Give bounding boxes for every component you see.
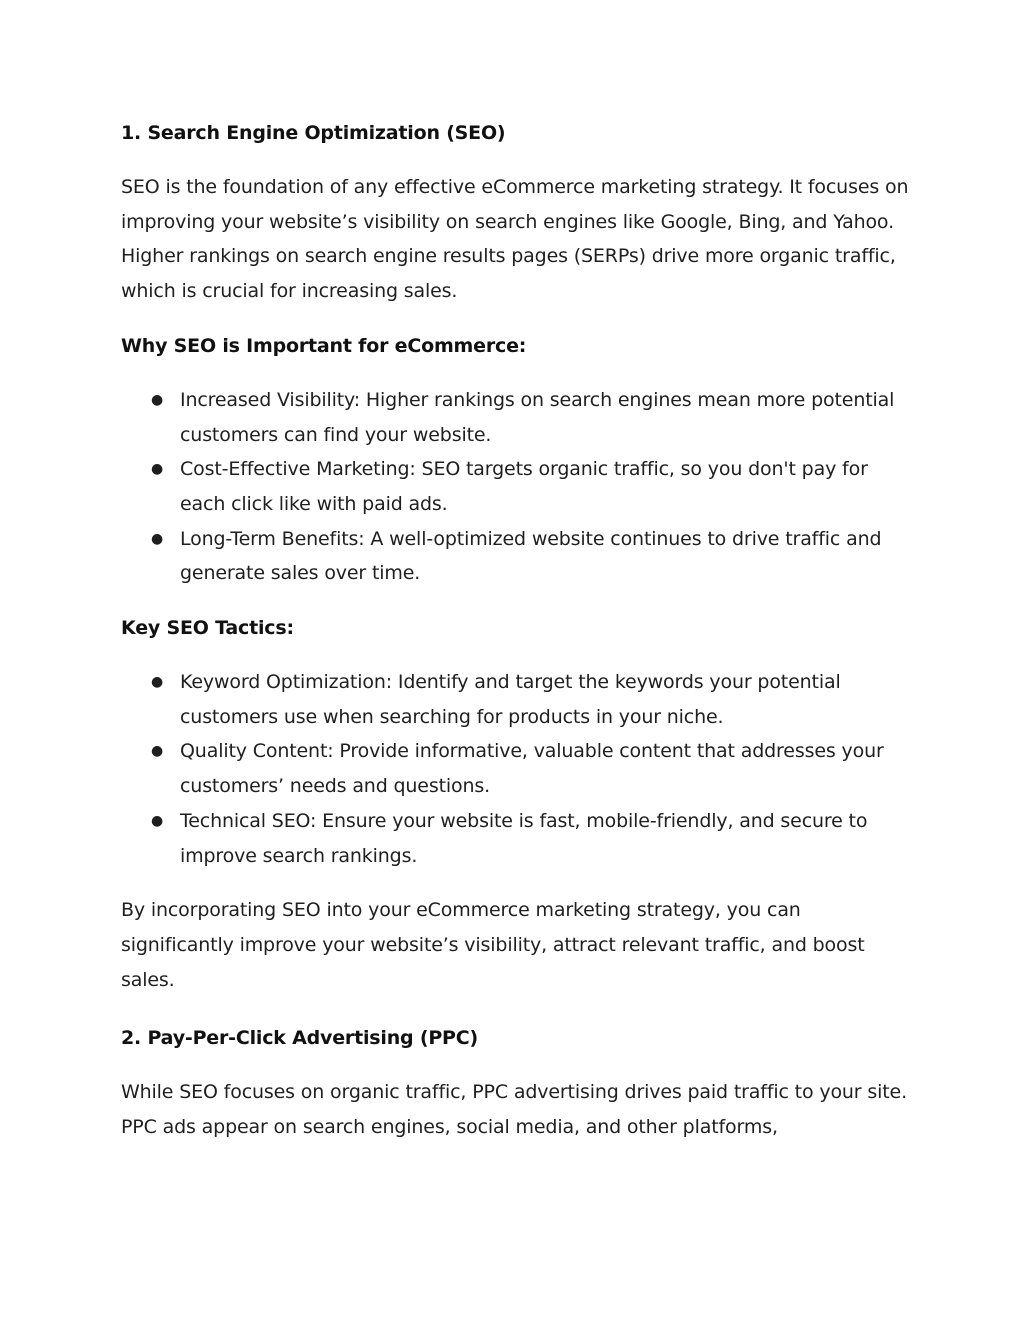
section-heading-seo: 1. Search Engine Optimization (SEO) (121, 122, 506, 144)
document-page (121, 116, 911, 1145)
list-item-text: Long-Term Benefits: A well-optimized website continues to drive traffic and generate sales over time. (180, 527, 882, 585)
list-item-text: Technical SEO: Ensure your website is fast, mobile-friendly, and secure to improve search rankings. (180, 809, 868, 867)
bullet-icon: ● (151, 812, 164, 829)
why-seo-subheading: Why SEO is Important for eCommerce: (121, 334, 527, 357)
list-item-text: Quality Content: Provide informative, valuable content that addresses your customers’ needs and questions. (180, 740, 884, 798)
list-item (121, 522, 911, 591)
bullet-icon: ● (151, 674, 164, 691)
bullet-icon: ● (151, 461, 164, 478)
list-item (121, 734, 911, 803)
list-item-text: Increased Visibility: Higher rankings on search engines mean more potential customers can find your website. (180, 388, 895, 446)
why-seo-list (121, 383, 911, 591)
key-tactics-subheading: Key SEO Tactics: (121, 617, 294, 640)
seo-conclusion-paragraph: By incorporating SEO into your eCommerce marketing strategy, you can significantly improve your website’s visibility, attract relevant traffic, and boost sales. (121, 899, 865, 991)
key-tactics-list (121, 665, 911, 873)
list-item-text: Cost-Effective Marketing: SEO targets organic traffic, so you don't pay for each click like with paid ads. (180, 458, 868, 515)
bullet-icon: ● (151, 391, 164, 408)
section-heading-ppc: 2. Pay-Per-Click Advertising (PPC) (121, 1027, 478, 1050)
ppc-intro-paragraph: While SEO focuses on organic traffic, PPC advertising drives paid traffic to your site. PPC ads appear on search engines, social media, and other platforms, (121, 1081, 907, 1139)
seo-intro-paragraph: SEO is the foundation of any effective eCommerce marketing strategy. It focuses on improving your website’s visibility on search engines like Google, Bing, and Yahoo. Higher rankings on search engine results pages (SERPs) drive more organic traffic, which is crucial for increasing sales. (121, 176, 909, 303)
list-item (121, 665, 911, 734)
list-item (121, 452, 911, 521)
bullet-icon: ● (151, 743, 164, 760)
bullet-icon: ● (151, 530, 164, 547)
list-item-text: Keyword Optimization: Identify and target the keywords your potential customers use when searching for products in your niche. (180, 671, 841, 728)
list-item (121, 383, 911, 452)
list-item (121, 804, 911, 873)
